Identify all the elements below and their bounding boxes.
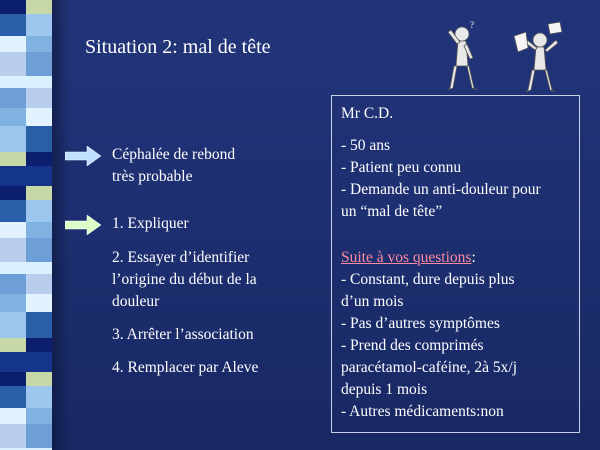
stripe-block (26, 0, 52, 14)
stripe-block (0, 274, 26, 294)
stripe-block (26, 200, 52, 222)
stripe-block (26, 108, 52, 126)
arrow-icon (65, 146, 101, 166)
stripe-block (0, 372, 26, 386)
stripe-block (26, 372, 52, 386)
stripe-block (26, 386, 52, 408)
item-line: Céphalée de rebond (112, 146, 236, 163)
stripe-block (0, 126, 26, 152)
stripe-block (26, 238, 52, 262)
arrow-icon (65, 215, 101, 235)
stripe-block (26, 52, 52, 76)
fact-line: un “mal de tête” (341, 203, 443, 220)
stripe-block (26, 262, 52, 274)
questions-colon: : (471, 249, 476, 266)
stripe-block (26, 312, 52, 338)
item-line: douleur (112, 293, 160, 310)
stripe-block (0, 200, 26, 222)
stripe-block (0, 76, 26, 88)
stripe-block (0, 294, 26, 312)
confused-figures-icon (440, 18, 570, 93)
answers-list (341, 269, 581, 423)
answer-line: depuis 1 mois (341, 381, 428, 398)
stripe-block (26, 152, 52, 166)
stripe-block (26, 352, 52, 372)
stripe-block (0, 36, 26, 52)
stripe-block (26, 338, 52, 352)
stripe-block (0, 312, 26, 338)
answer-line: paracétamol-caféine, 2à 5x/j (341, 359, 517, 376)
stripe-block (26, 186, 52, 200)
stripe-block (26, 424, 52, 448)
stripe-block (0, 424, 26, 448)
stripe-block (0, 262, 26, 274)
stripe-block (26, 222, 52, 238)
stripe-block (0, 0, 26, 14)
stripe-block (0, 386, 26, 408)
stripe-block (26, 36, 52, 52)
patient-facts (341, 135, 581, 223)
patient-heading: Mr C.D. (341, 105, 394, 122)
fact-line: - Patient peu connu (341, 159, 462, 176)
stripe-block (0, 338, 26, 352)
stripe-block (26, 14, 52, 36)
answer-line: - Pas d’autres symptômes (341, 315, 500, 332)
stripe-block (0, 14, 26, 36)
answer-line: - Autres médicaments:non (341, 403, 504, 420)
stripe-block (0, 186, 26, 200)
stripe-block (0, 408, 26, 424)
stripe-block (26, 294, 52, 312)
stripe-block (0, 222, 26, 238)
item-line: très probable (112, 168, 193, 185)
stripe-block (0, 166, 26, 186)
svg-text:?: ? (470, 20, 474, 30)
decorative-stripe (0, 0, 52, 450)
fact-line: - 50 ans (341, 137, 391, 154)
stripe-block (26, 274, 52, 294)
item-rebound-headache (112, 144, 235, 188)
fact-line: - Demande un anti-douleur pour (341, 181, 541, 198)
questions-link[interactable]: Suite à vos questions (341, 249, 472, 266)
stripe-block (0, 152, 26, 166)
stripe-block (26, 408, 52, 424)
answer-line: - Constant, dure depuis plus (341, 271, 515, 288)
item-identify-origin (112, 247, 257, 313)
stripe-block (26, 88, 52, 108)
slide-title: Situation 2: mal de tête (85, 36, 271, 58)
item-replace-aleve: 4. Remplacer par Aleve (112, 359, 259, 376)
stripe-block (0, 52, 26, 76)
stripe-block (0, 88, 26, 108)
stripe-block (0, 352, 26, 372)
stripe-block (0, 108, 26, 126)
item-line: 2. Essayer d’identifier (112, 249, 250, 266)
stripe-block (0, 238, 26, 262)
answer-line: - Prend des comprimés (341, 337, 484, 354)
stripe-block (26, 126, 52, 152)
item-stop-association: 3. Arrêter l’association (112, 326, 254, 343)
answer-line: d’un mois (341, 293, 404, 310)
item-line: l’origine du début de la (112, 271, 257, 288)
questions-heading (341, 247, 581, 269)
item-explain: 1. Expliquer (112, 215, 189, 232)
stripe-block (26, 76, 52, 88)
stripe-block (26, 166, 52, 186)
